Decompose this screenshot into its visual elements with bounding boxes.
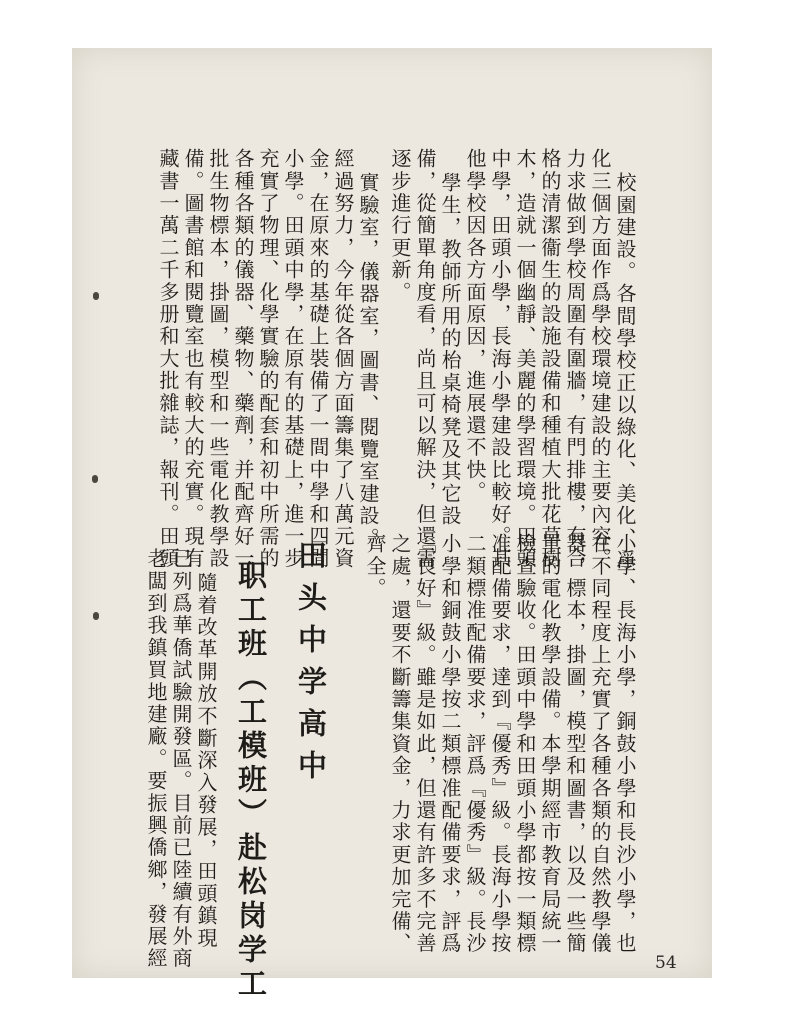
text-column: 批生物標本，掛圖，模型和一些電化教學設 xyxy=(206,148,230,570)
text-column: 充實了物理、化學實驗的配套和初中所需的 xyxy=(256,148,280,570)
text-column: 中學，田頭小學，長海小學建設比較好。其 xyxy=(488,148,512,570)
text-column: 齊全。 xyxy=(363,533,387,600)
article-heading-2: 职工班（工模班）赴松岗学工 xyxy=(234,560,268,1002)
binding-hole xyxy=(93,292,99,300)
text-column: 經過努力，今年從各個方面籌集了八萬元資 xyxy=(331,148,355,570)
text-column: 『良好』級。雖是如此，但還有許多不完善 xyxy=(413,533,437,955)
text-column: 金，在原來的基礎上裝備了一間中學和四間 xyxy=(306,148,330,570)
text-column: 逐步進行更新。 xyxy=(388,148,412,304)
text-column: 在不同程度上充實了各種各類的自然教學儀 xyxy=(588,533,612,955)
text-column: 校園建設。各間學校正以綠化、美化、凈 xyxy=(613,172,637,572)
text-column: 實驗室，儀器室，圖書、閱覽室建設。 xyxy=(356,172,380,550)
text-column: 准配備要求，達到『優秀』級。長海小學按 xyxy=(488,533,512,955)
text-column: 檢查驗收。田頭中學和田頭小學都按一類標 xyxy=(513,533,537,955)
text-column: 器，標本，掛圖，模型和圖書，以及一些簡 xyxy=(563,533,587,955)
text-column: 老闆到我鎮買地建廠。要振興僑鄉，發展經 xyxy=(144,548,168,970)
article-heading-1: 田头中学高中 xyxy=(294,540,328,792)
page-number: 54 xyxy=(655,953,677,973)
text-column: 木，造就一個幽靜、美麗的學習環境。田頭 xyxy=(513,148,537,570)
text-column: 小學和銅鼓小學按二類標准配備要求，評爲 xyxy=(438,533,462,955)
document-page xyxy=(72,48,712,1002)
binding-hole xyxy=(92,475,98,483)
text-column: 格的清潔衞生的設施設備和種植大批花草樹 xyxy=(538,148,562,570)
text-column: 學生，教師所用的枱桌椅凳及其它設 xyxy=(438,172,462,528)
binding-hole xyxy=(93,612,99,620)
text-column: 單的電化教學設備。本學期經市教育局統一 xyxy=(538,533,562,955)
text-column: 二類標准配備要求，評爲『優秀』級。長沙 xyxy=(463,533,487,955)
text-column: 藏書一萬二千多册和大批雜誌，報刊。田頭 xyxy=(156,148,180,570)
text-column: 他學校因各方面原因，進展還不快。 xyxy=(463,148,487,504)
text-column: 各種各類的儀器、藥物、藥劑，并配齊好一 xyxy=(231,148,255,570)
text-column: 備，從簡單角度看，尚且可以解決，但還需 xyxy=(413,148,437,570)
text-column: 已列爲華僑試驗開發區。目前已陸續有外商 xyxy=(169,548,193,970)
text-column: 化三個方面作爲學校環境建設的主要內容。 xyxy=(588,148,612,570)
text-column: 備。圖書館和閱覽室也有較大的充實。現有 xyxy=(181,148,205,570)
text-column: 之處，還要不斷籌集資金，力求更加完備、 xyxy=(388,533,412,955)
text-column: 力求做到學校周圍有圍牆，有門排樓，有合 xyxy=(563,148,587,570)
text-column: 隨着改革開放不斷深入發展，田頭鎮現 xyxy=(194,572,218,950)
text-column: 小學、長海小學，銅鼓小學和長沙小學，也 xyxy=(613,533,637,955)
text-column: 小學。田頭中學，在原有的基礎上，進一步 xyxy=(281,148,305,570)
